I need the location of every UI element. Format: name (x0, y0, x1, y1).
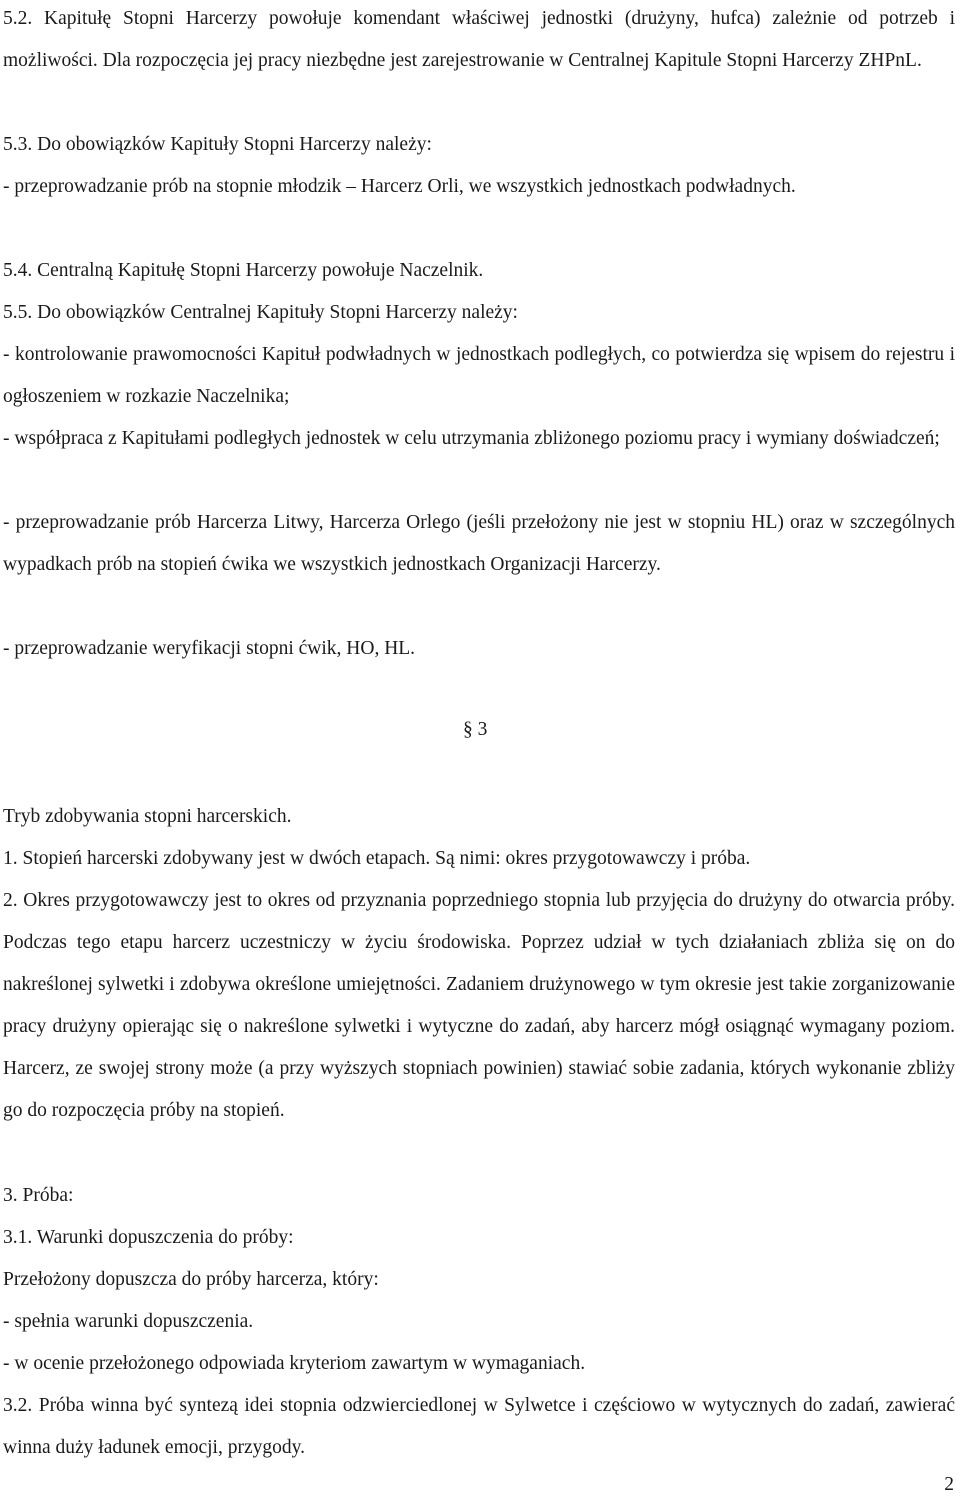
section-heading: § 3 (463, 719, 488, 740)
paragraph-3-1: 3.1. Warunki dopuszczenia do próby: (3, 1227, 294, 1248)
paragraph-5-3: 5.3. Do obowiązków Kapituły Stopni Harcerzy należy: (3, 134, 432, 155)
paragraph-5-5-item-1: - kontrolowanie prawomocności Kapituł podwładnych w jednostkach podległych, co potwierdza się wpisem do rejestru i ogłoszeniem w rozkazie Naczelnika; (3, 344, 955, 407)
paragraph-2: 2. Okres przygotowawczy jest to okres od przyznania poprzedniego stopnia lub przyjęcia do drużyny do otwarcia próby. Podczas tego etapu harcerz uczestniczy w życiu środowiska. Poprzez udział w tych działaniach zbliża się on do nakreślonej sylwetki i zdobywa określone umiejętności. Zadaniem drużynowego w tym okresie jest takie zorganizowanie pracy drużyny opierając się o nakreślone sylwetki i wytyczne do zadań, aby harcerz mógł osiągnąć wymagany poziom. Harcerz, ze swojej strony może (a przy wyższych stopniach powinien) stawiać sobie zadania, których wykonanie zbliży go do rozpoczęcia próby na stopień. (3, 890, 955, 1121)
paragraph-5-5-item-3: - przeprowadzanie prób Harcerza Litwy, Harcerza Orlego (jeśli przełożony nie jest w stopniu HL) oraz w szczególnych wypadkach prób na stopień ćwika we wszystkich jednostkach Organizacji Harcerzy. (3, 512, 955, 575)
section-title: Tryb zdobywania stopni harcerskich. (3, 806, 292, 827)
paragraph-3-1-item-1: - spełnia warunki dopuszczenia. (3, 1311, 254, 1332)
paragraph-3: 3. Próba: (3, 1185, 74, 1206)
paragraph-5-3-item: - przeprowadzanie prób na stopnie młodzik – Harcerz Orli, we wszystkich jednostkach podwładnych. (3, 176, 796, 197)
paragraph-1: 1. Stopień harcerski zdobywany jest w dwóch etapach. Są nimi: okres przygotowawczy i próba. (3, 848, 751, 869)
paragraph-3-1-item-2: - w ocenie przełożonego odpowiada kryteriom zawartym w wymaganiach. (3, 1353, 586, 1374)
paragraph-3-1-intro: Przełożony dopuszcza do próby harcerza, który: (3, 1269, 379, 1290)
paragraph-5-4: 5.4. Centralną Kapitułę Stopni Harcerzy powołuje Naczelnik. (3, 260, 484, 281)
paragraph-5-5: 5.5. Do obowiązków Centralnej Kapituły Stopni Harcerzy należy: (3, 302, 518, 323)
paragraph-3-2: 3.2. Próba winna być syntezą idei stopnia odzwierciedlonej w Sylwetce i częściowo w wytycznych do zadań, zawierać winna duży ładunek emocji, przygody. (3, 1395, 955, 1458)
paragraph-5-5-item-4: - przeprowadzanie weryfikacji stopni ćwik, HO, HL. (3, 638, 416, 659)
paragraph-5-2: 5.2. Kapitułę Stopni Harcerzy powołuje komendant właściwej jednostki (drużyny, hufca) zależnie od potrzeb i możliwości. Dla rozpoczęcia jej pracy niezbędne jest zarejestrowanie w Centralnej Kapitule Stopni Harcerzy ZHPnL. (3, 8, 955, 71)
page-number: 2 (944, 1474, 954, 1495)
paragraph-5-5-item-2: - współpraca z Kapitułami podległych jednostek w celu utrzymania zbliżonego poziomu pracy i wymiany doświadczeń; (3, 428, 940, 449)
